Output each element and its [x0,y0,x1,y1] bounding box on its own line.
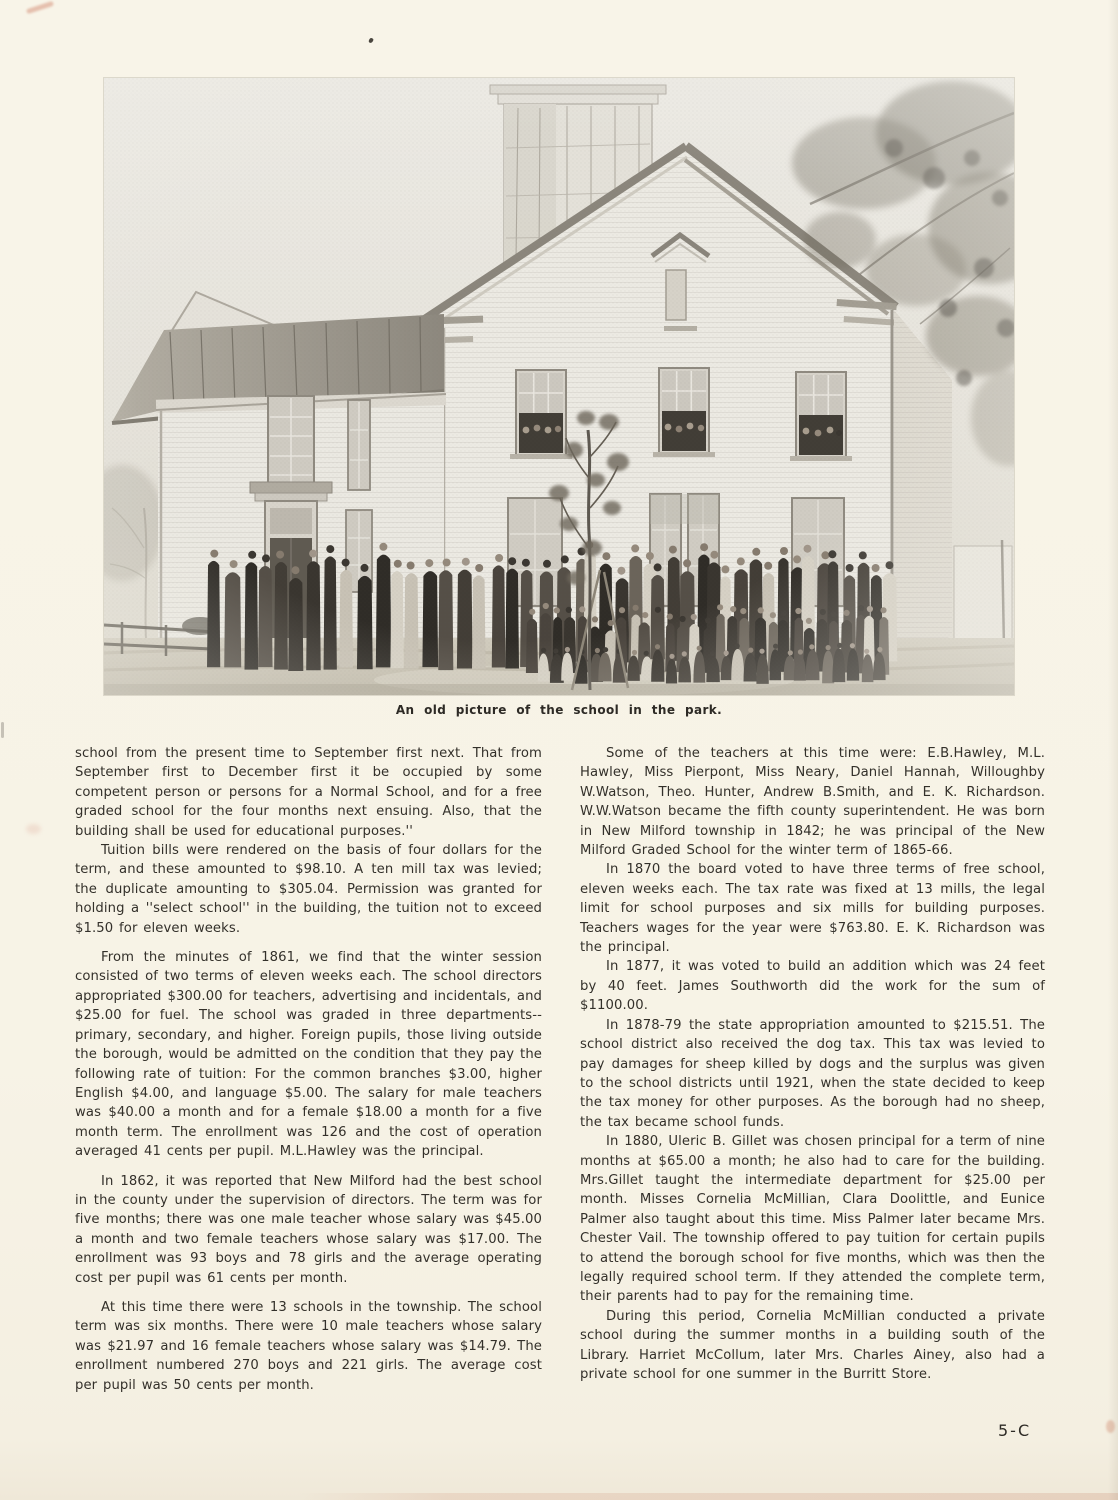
paragraph: Some of the teachers at this time were: E.B.Hawley, M.L. Hawley, Miss Pierpont, Miss Neary, Daniel Hannah, Willoughby W.Watson, Theo. Hunter, Andrew B.Smith, and E. K. Richardson. W.W.Watson became the fifth county superintendent. He was born in New Milford township in 1842; he was principal of the New Milford Graded School for the winter term of 1865-66. [580,746,1045,859]
paragraph: From the minutes of 1861, we find that the winter session consisted of two terms of eleven weeks each. The school directors appropriated $300.00 for teachers, advertising and incidentals, and $25.00 for fuel. The school was graded in three departments--primary, secondary, and higher. Foreign pupils, those living outside the borough, would be admitted on the condition that they pay the following rate of tuition: For the common branches $3.00, higher English $4.00, and language $5.00. The salary for male teachers was $40.00 a month and for a female $18.00 a month for a five month term. The enrollment was 126 and the cost of operation averaged 41 cents per pupil. M.L.Hawley was the principal. [75,950,542,1160]
paragraph: During this period, Cornelia McMillian conducted a private school during the summer months in a building south of the Library. Harriet McCollum, later Mrs. Charles Ainey, also had a private school for one summer in the Burritt Store. [580,1308,1045,1382]
paragraph: At this time there were 13 schools in the township. The school term was six months. There were 10 male teachers whose salary was $21.97 and 16 female teachers whose salary was $14.79. The enrollment numbered 270 boys and 221 girls. The average cost per pupil was 50 cents per month. [75,1299,542,1393]
paragraph: In 1877, it was voted to build an addition which was 24 feet by 40 feet. James Southworth did the work for the sum of $1100.00. [580,959,1045,1014]
scan-artifact-right-edge [1106,1420,1115,1433]
page-number: 5-C [998,1421,1032,1440]
photo-fade-overlay [104,78,1014,695]
photo-caption: An old picture of the school in the park. [395,703,723,717]
paragraph: In 1878-79 the state appropriation amounted to $215.51. The school district also received the dog tax. This tax was levied to pay damages for sheep killed by dogs and the surplus was given to the school districts until 1921, when the state decided to keep the tax money for other purposes. As the borough had no sheep, the tax became school funds. [580,1017,1045,1130]
right-text-column [580,744,1045,1384]
paragraph: In 1880, Uleric B. Gillet was chosen principal for a term of nine months at $65.00 a month; he also had to care for the building. Mrs.Gillet taught the intermediate department for $25.00 per month. Misses Cornelia McMillian, Clara Doolittle, and Eunice Palmer also taught about this time. Miss Palmer later became Mrs. Chester Vail. The township offered to pay tuition for certain pupils to attend the borough school for five months, which was then the legally required school term. If they attended the complete term, their parents had to pay for the remaining time. [580,1134,1045,1305]
paragraph: In 1870 the board voted to have three terms of free school, eleven weeks each. The tax rate was fixed at 13 mills, the legal limit for school purposes and six mills for building purposes. Teachers wages for the year were $763.80. E. K. Richardson was the principal. [580,862,1045,956]
scan-artifact-left-edge [1,722,4,738]
scan-artifact-top-left [26,1,54,14]
scan-artifact-bottom-edge [298,1493,1118,1500]
left-text-column [75,744,542,1395]
paragraph: Tuition bills were rendered on the basis of four dollars for the term, and these amounted to $98.10. A ten mill tax was levied; the duplicate amounting to $305.04. Permission was granted for holding a ''select school'' in the building, the tuition not to exceed $1.50 for eleven weeks. [75,843,542,936]
print-speck [368,37,374,43]
school-photo-illustration [104,78,1014,695]
scan-smudge-left [26,824,41,834]
school-photograph [104,78,1014,695]
paragraph: school from the present time to September first next. That from September first to December first it be occupied by some competent person or persons for a Normal School, and for a free graded school for the four months next ensuing. Also, that the building shall be used for educational purposes.'' [75,746,542,839]
paragraph: In 1862, it was reported that New Milford had the best school in the county under the supervision of directors. The term was for five months; there was one male teacher whose salary was $45.00 a month and two female teachers whose salary was $17.00. The enrollment was 93 boys and 78 girls and the average operating cost per pupil was 61 cents per month. [75,1173,542,1286]
